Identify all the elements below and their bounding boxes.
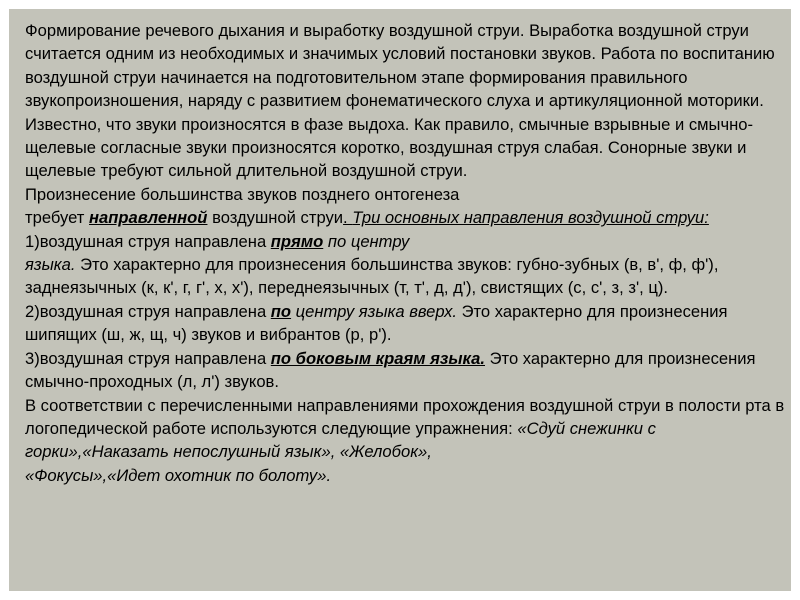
text-segment: 3)воздушная струя направлена [25,348,271,368]
text-segment: по [270,301,292,321]
paragraph [25,300,785,347]
text-segment: направленной [89,208,208,228]
paragraph [25,19,785,183]
text-segment: «Фокусы»,«Идет охотник по болоту». [25,465,332,485]
text-segment: центру языка вверх. [291,301,457,321]
text-segment: 1)воздушная струя направлена [25,231,271,251]
text-segment: языка. [25,255,76,275]
text-segment: по центру [323,231,410,251]
text-block [25,19,785,487]
paragraph [25,347,785,394]
text-segment: воздушной струи [207,208,344,228]
text-segment: Формирование речевого дыхания и выработку воздушной струи. Выработка воздушной струи считается одним из необходимых и значимых условий постановки звуков. Работа по воспитанию воздушной струи начинается на подготовительном этапе формирования правильного звукопроизношения, наряду с развитием фонематического слуха и артикуляционной моторики. Известно, что звуки произносятся в фазе выдоха. Как правило, смычные взрывные и смычно-щелевые согласные звуки произносятся коротко, воздушная струя слабая. Сонорные звуки и щелевые требуют сильной длительной воздушной струи. [25,21,775,181]
text-segment: Это характерно для произнесения большинства звуков: губно-зубных (в, в', ф, ф'), заднеязычных (к, к', г, г', х, х'), переднеязычных (т, т', д, д'), свистящих (с, с', з, з', ц). [25,255,719,298]
text-segment: Это характерно для произнесения смычно-проходных (л, л') звуков. [25,348,756,392]
text-segment: «Сдуй снежинки с горки»,«Наказать непослушный язык», «Желобок», [25,418,656,462]
text-segment: прямо [270,231,324,251]
text-segment: требует [25,208,90,228]
text-segment: В соответствии с перечисленными направлениями прохождения воздушной струи в полости рта в логопедической работе используются следующие упражнения: [25,395,785,438]
paragraph [25,183,785,300]
paragraph [25,394,785,488]
text-segment: . [343,208,353,228]
text-segment: по боковым краям языка. [270,348,485,368]
text-segment: 2)воздушная струя направлена [25,301,271,321]
text-segment: Произнесение большинства звуков позднего онтогенеза [25,184,460,204]
text-segment: Это характерно для произнесения шипящих (ш, ж, щ, ч) звуков и вибрантов (р, р'). [25,301,728,345]
text-segment: Три основных направления воздушной струи: [352,208,709,228]
slide [9,9,791,591]
